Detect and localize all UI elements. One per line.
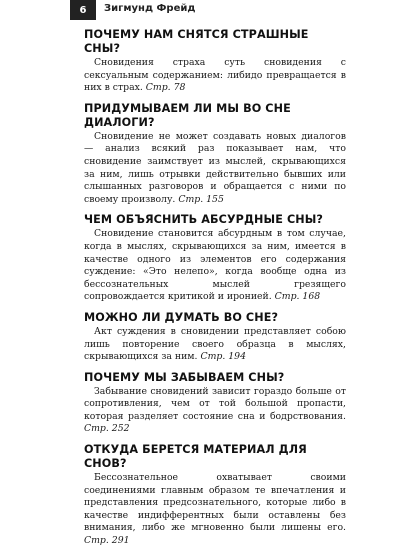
section-scary-dreams: [84, 28, 346, 95]
page-reference: Стр. 194: [200, 351, 247, 363]
section-text: Акт суждения в сновидении представляет собою лишь повторение своего образца в мыслях, скрывающихся за ним.: [84, 325, 346, 363]
page-content: [84, 28, 346, 555]
section-heading: ОТКУДА БЕРЕТСЯ МАТЕРИАЛ ДЛЯ СНОВ?: [84, 443, 307, 471]
section-dialogues: [84, 102, 346, 207]
section-text: Сновидение становится абсурдным в том случае, когда в мыслях, скрывающихся за ним, имеется в качестве одного из элементов его содержания суждение: «Это нелепо», когда вообще одна из бессознательных мыслей грезящего сопровождается критикой и иронией.: [84, 228, 346, 303]
section-heading: МОЖНО ЛИ ДУМАТЬ ВО СНЕ?: [84, 310, 279, 324]
section-heading: ПРИДУМЫВАЕМ ЛИ МЫ ВО СНЕ ДИАЛОГИ?: [84, 101, 291, 129]
section-text: Сновидение не может создавать новых диалогов — анализ всякий раз показывает нам, что сновидение заимствует из мыслей, скрывающихся за ним, лишь отрывки действительно бывших или слышанных разговоров и обращается с ними по своему произволу.: [84, 130, 346, 205]
page-reference: Стр. 291: [84, 535, 130, 547]
page-reference: Стр. 168: [274, 291, 321, 303]
section-text: Забывание сновидений зависит гораздо больше от сопротивления, чем от той большой пропасти, которая разделяет состояние сна и бодрствования.: [84, 385, 346, 422]
page-header: [0, 0, 420, 26]
section-heading: ПОЧЕМУ НАМ СНЯТСЯ СТРАШНЫЕ СНЫ?: [84, 28, 309, 55]
section-text: Сновидения страха суть сновидения с сексуальным содержанием: либидо превращается в них в страх.: [84, 57, 346, 94]
section-body: [84, 228, 346, 304]
section-body: [84, 57, 346, 95]
section-text: Бессознательное охватывает своими соединениями главным образом те впечатления и представления предсознательного, которые либо в качестве индифферентных были оставлены без внимания, либо же мгновенно были лишены его.: [84, 472, 346, 534]
page-reference: Стр. 155: [178, 193, 224, 205]
page-reference: Стр. 78: [145, 82, 186, 94]
page-number: 6: [70, 0, 96, 20]
section-body: [84, 326, 346, 364]
section-forgetting-dreams: [84, 371, 346, 436]
section-heading: ЧЕМ ОБЪЯСНИТЬ АБСУРДНЫЕ СНЫ?: [84, 213, 323, 227]
section-dream-material: [84, 443, 346, 548]
section-thinking-in-sleep: [84, 311, 346, 364]
section-body: [84, 386, 346, 436]
page-reference: Стр. 252: [84, 423, 130, 435]
section-body: [84, 131, 346, 207]
running-head: Зигмунд Фрейд: [104, 3, 196, 14]
section-heading: ПОЧЕМУ МЫ ЗАБЫВАЕМ СНЫ?: [84, 370, 285, 384]
section-body: [84, 472, 346, 548]
section-absurd-dreams: [84, 213, 346, 304]
